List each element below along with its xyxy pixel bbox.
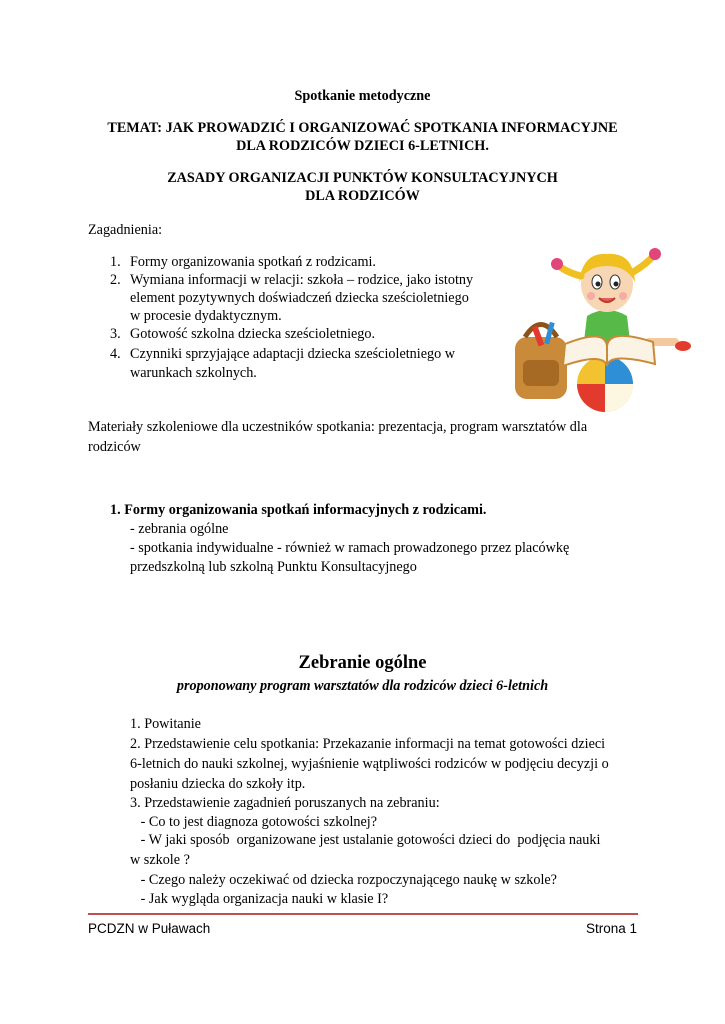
issues-label: Zagadnienia: [88, 222, 163, 238]
program-line: 3. Przedstawienie zagadnień poruszanych na zebraniu: [130, 795, 440, 811]
footer-organization: PCDZN w Puławach [88, 921, 211, 936]
issue-text: warunkach szkolnych. [130, 365, 257, 381]
section-1-line: przedszkolną lub szkolną Punktu Konsultacyjnego [130, 559, 417, 575]
issue-text: element pozytywnych doświadczeń dziecka sześcioletniego [130, 290, 469, 306]
program-line: 2. Przedstawienie celu spotkania: Przekazanie informacji na temat gotowości dzieci [130, 736, 606, 752]
general-meeting-title: Zebranie ogólne [298, 653, 427, 673]
rules-line-2: DLA RODZICÓW [305, 188, 420, 204]
program-line: - W jaki sposób organizowane jest ustalanie gotowości dzieci do podjęcia nauki [130, 832, 601, 848]
footer-page-number: Strona 1 [585, 921, 637, 936]
section-1-line: - spotkania indywidualne - również w ramach prowadzonego przez placówkę [130, 540, 570, 556]
general-meeting-subtitle: proponowany program warsztatów dla rodziców dzieci 6-letnich [176, 678, 549, 694]
issue-text: Formy organizowania spotkań z rodzicami. [130, 254, 376, 270]
topic-line-2: DLA RODZICÓW DZIECI 6-LETNICH. [236, 138, 489, 154]
program-line: 6-letnich do nauki szkolnej, wyjaśnienie wątpliwości rodziców w podjęciu decyzji o [130, 756, 609, 772]
issue-text: Gotowość szkolna dziecka sześcioletniego. [130, 326, 376, 342]
footer-rule [88, 913, 638, 915]
materials-line-1: Materiały szkoleniowe dla uczestników spotkania: prezentacja, program warsztatów dla [88, 419, 588, 435]
program-line: - Jak wygląda organizacja nauki w klasie I? [130, 891, 389, 907]
program-line: 1. Powitanie [130, 716, 201, 732]
issue-text: Czynniki sprzyjające adaptacji dziecka sześcioletniego w [130, 346, 455, 362]
materials-line-2: rodziców [88, 439, 141, 455]
issue-text: Wymiana informacji w relacji: szkoła – rodzice, jako istotny [130, 272, 474, 288]
girl-reading-illustration [495, 242, 717, 412]
meeting-title: Spotkanie metodyczne [294, 88, 431, 104]
program-line: posłaniu dziecka do szkoły itp. [130, 776, 306, 792]
issue-number: 3. [110, 326, 121, 342]
issue-number: 4. [110, 346, 121, 362]
program-line: - Czego należy oczekiwać od dziecka rozpoczynającego naukę w szkole? [130, 872, 557, 888]
topic-line-1: TEMAT: JAK PROWADZIĆ I ORGANIZOWAĆ SPOTKANIA INFORMACYJNE [107, 120, 618, 136]
program-line: w szkole ? [130, 852, 190, 868]
rules-line-1: ZASADY ORGANIZACJI PUNKTÓW KONSULTACYJNYCH [167, 170, 558, 186]
section-1-line: - zebrania ogólne [130, 521, 229, 537]
issue-number: 2. [110, 272, 121, 288]
section-1-heading: 1. Formy organizowania spotkań informacyjnych z rodzicami. [110, 502, 487, 518]
issue-text: w procesie dydaktycznym. [130, 308, 282, 324]
issue-number: 1. [110, 254, 121, 270]
program-line: - Co to jest diagnoza gotowości szkolnej? [130, 814, 378, 830]
